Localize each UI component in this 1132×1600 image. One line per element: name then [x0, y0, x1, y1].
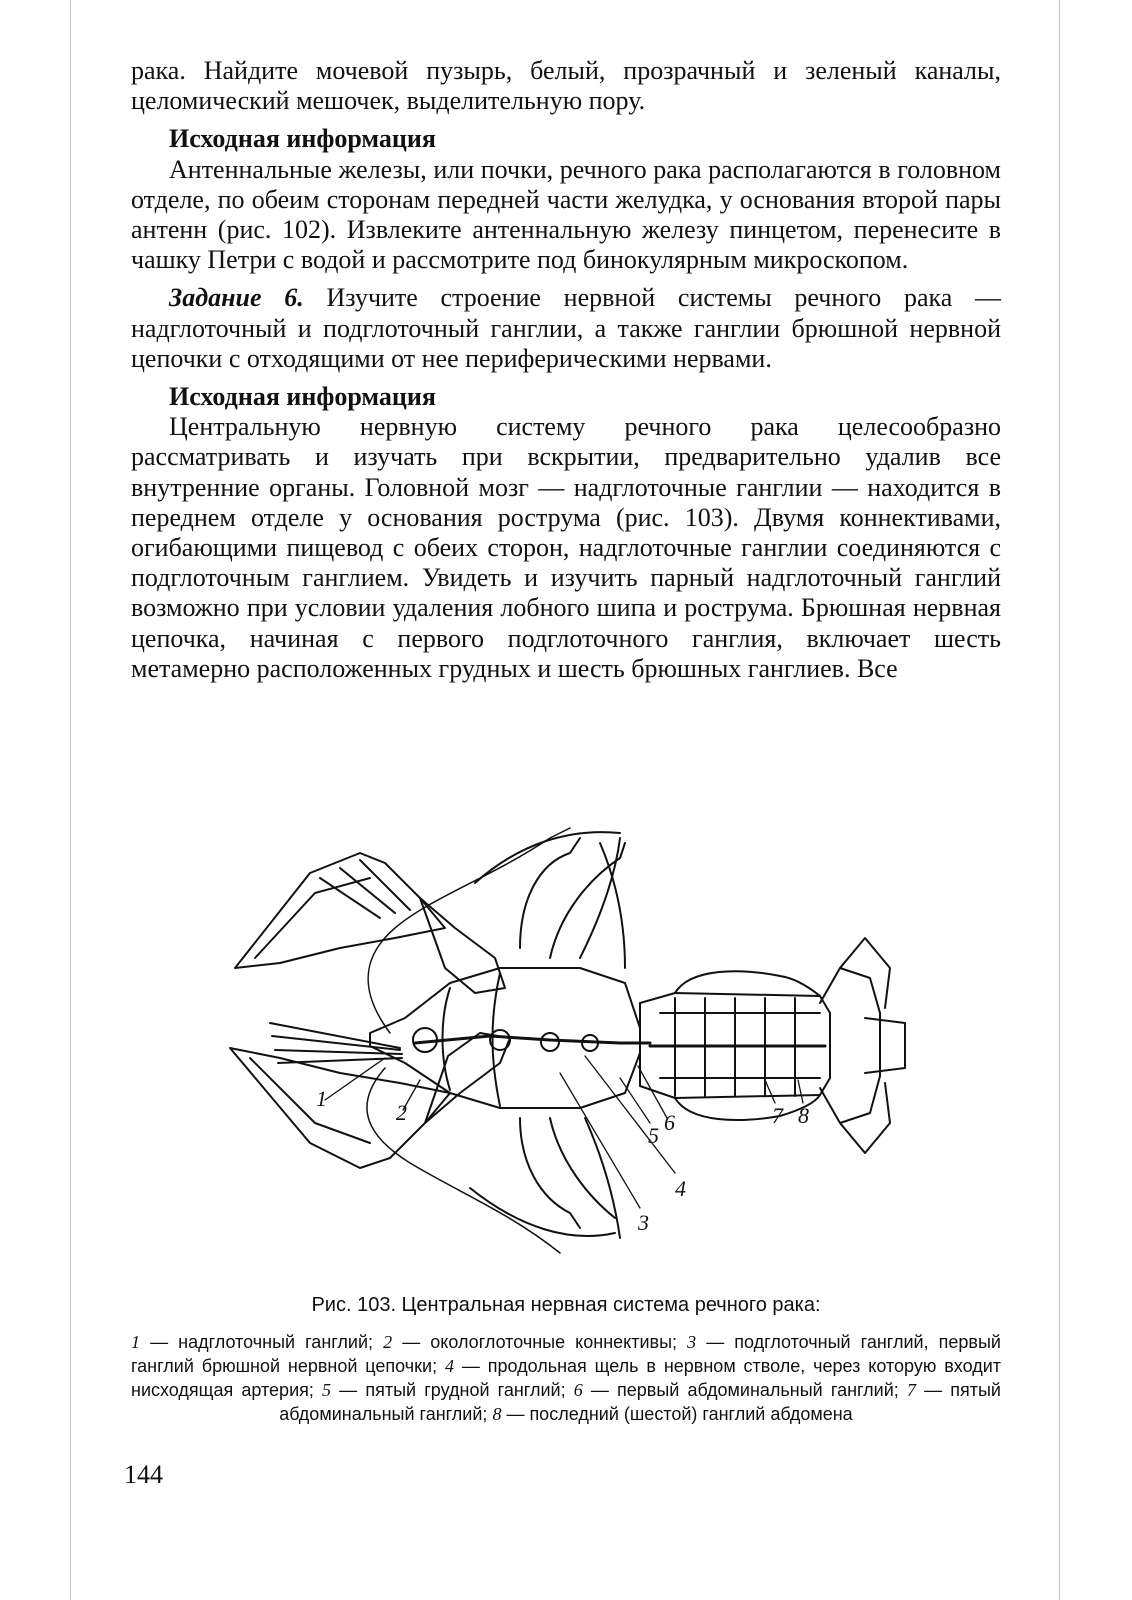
figure-caption-legend: [131, 1330, 1001, 1426]
figure-label-5: 5: [648, 1123, 659, 1148]
legend-num-5: 5: [322, 1380, 332, 1400]
task-paragraph: [131, 283, 1001, 374]
legend-num-3: 3: [687, 1332, 697, 1352]
figure-label-8: 8: [798, 1103, 809, 1128]
legend-text-3: — подглоточный ганглий, первый ганглий брюшной нервной цепочки;: [131, 1332, 1001, 1376]
paragraph-1: рака. Найдите мочевой пузырь, белый, прозрачный и зеленый каналы, целомический мешочек, выделительную пору.: [131, 56, 1001, 116]
task-label: Задание 6.: [169, 283, 304, 313]
body-text: [131, 56, 1001, 684]
paragraph-3: Центральную нервную систему речного рака целесообразно рассматривать и изучать при вскрытии, предварительно удалив все внутренние органы. Головной мозг — надглоточные ганглии — находится в переднем отделе у основания рострума (рис. 103). Двумя коннективами, огибающими пищевод с обеих сторон, надглоточные ганглии соединяются с подглоточным ганглием. Увидеть и изучить парный надглоточный ганглий возможно при условии удаления лобного шипа и рострума. Брюшная нервная цепочка, начиная с первого подглоточного ганглия, включает шесть метамерно расположенных грудных и шесть брюшных ганглиев. Все: [131, 412, 1001, 683]
figure-caption-title: Рис. 103. Центральная нервная система речного рака:: [311, 1294, 821, 1316]
legend-text-7: — пятый абдоминальный ганглий;: [279, 1380, 1001, 1424]
legend-num-6: 6: [573, 1380, 583, 1400]
section-heading-1: Исходная информация: [169, 124, 436, 154]
legend-num-4: 4: [444, 1356, 454, 1376]
legend-num-7: 7: [906, 1380, 916, 1400]
legend-text-1: — надглоточный ганглий;: [140, 1332, 384, 1352]
task-text: Изучите строение нервной системы речного рака — надглоточный и подглоточный ганглии, а также ганглии брюшной нервной цепочки с отходящими от нее периферическими нервами.: [131, 283, 1001, 373]
legend-text-6: — первый абдоминальный ганглий;: [582, 1380, 907, 1400]
legend-text-2: — окологлоточные коннективы;: [392, 1332, 688, 1352]
paragraph-2: Антеннальные железы, или почки, речного рака располагаются в головном отделе, по обеим сторонам передней части желудка, у основания второй пары антенн (рис. 102). Извлеките антеннальную железу пинцетом, перенесите в чашку Петри с водой и рассмотрите под бинокулярным микроскопом.: [131, 154, 1001, 275]
legend-num-2: 2: [383, 1332, 393, 1352]
page-number: 144: [124, 1460, 163, 1489]
figure-label-7: 7: [772, 1103, 783, 1128]
figure-label-4: 4: [675, 1176, 686, 1201]
legend-text-8: — последний (шестой) ганглий абдомена: [501, 1404, 853, 1424]
crayfish-nervous-system-figure: [220, 818, 910, 1258]
figure-label-6: 6: [664, 1110, 675, 1135]
section-heading-2: Исходная информация: [169, 382, 436, 412]
crayfish-illustration: [220, 818, 910, 1258]
figure-label-1: 1: [316, 1086, 327, 1111]
legend-num-1: 1: [131, 1332, 140, 1352]
legend-text-5: — пятый грудной ганглий;: [331, 1380, 574, 1400]
legend-text-4: — продольная щель в нервном стволе, через которую входит нисходящая артерия;: [131, 1356, 1001, 1400]
legend-num-8: 8: [492, 1404, 502, 1424]
figure-label-3: 3: [638, 1210, 649, 1235]
figure-label-2: 2: [396, 1100, 407, 1125]
